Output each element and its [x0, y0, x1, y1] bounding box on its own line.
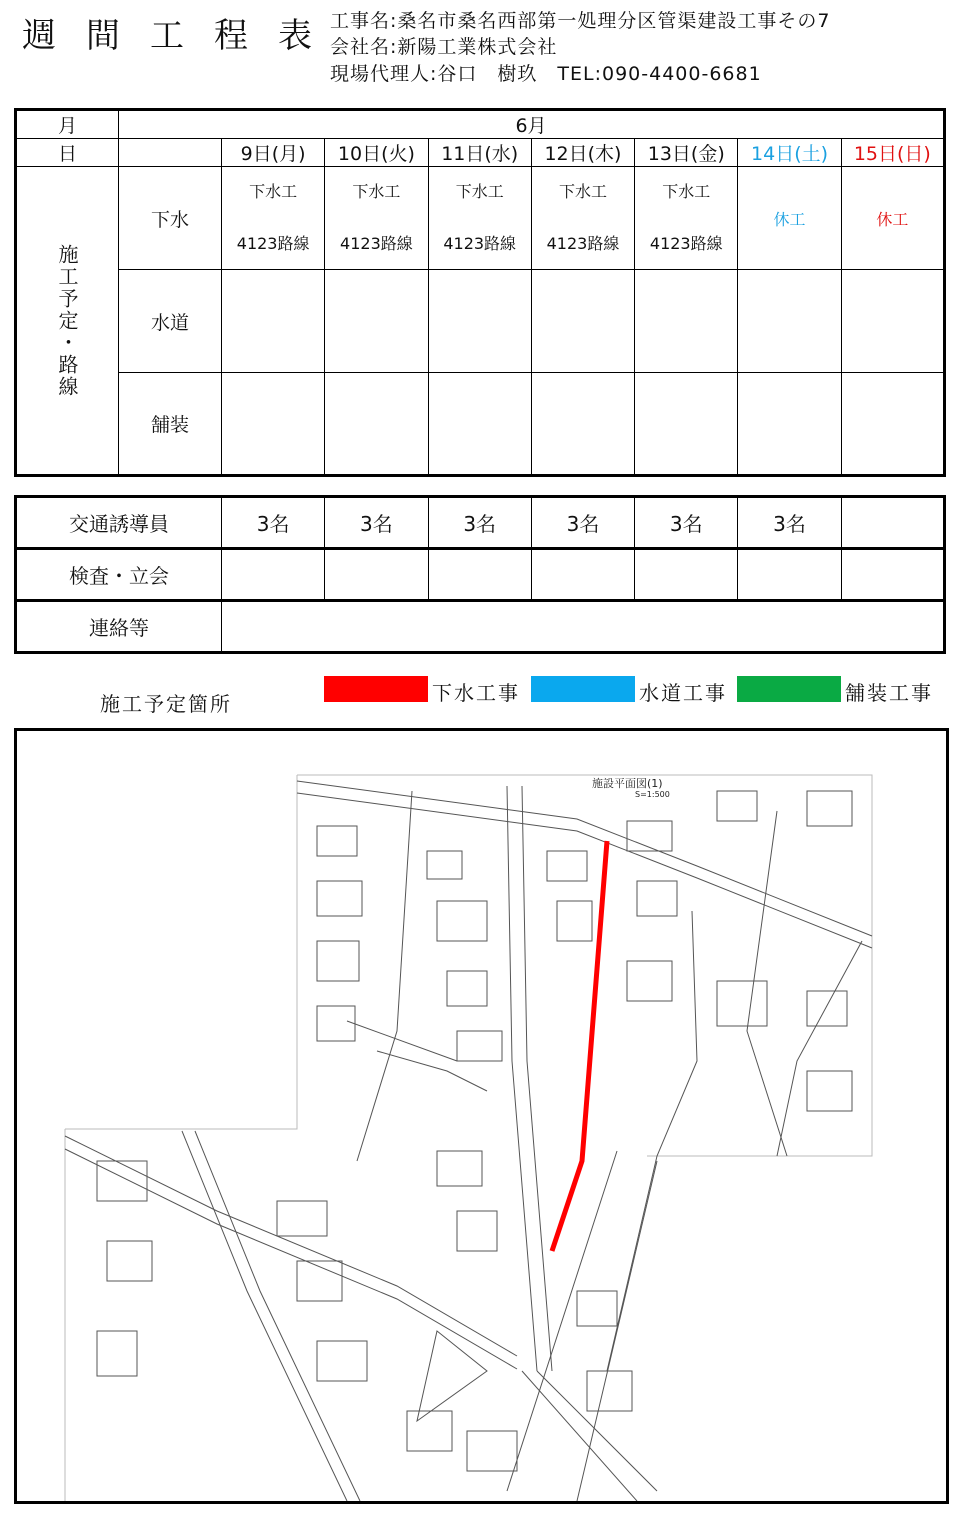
day-header: 13日(金)	[635, 139, 738, 167]
water-cell	[428, 270, 531, 373]
day-header-sunday: 15日(日)	[841, 139, 944, 167]
map-scale: S=1:500	[635, 790, 670, 799]
inspection-cell	[841, 549, 944, 601]
month-label: 月	[16, 110, 119, 139]
legend-title: 施工予定箇所	[100, 692, 232, 716]
sewer-cell-text: 下水工 4123路線	[649, 182, 723, 253]
paving-cell	[325, 373, 428, 476]
day-header-saturday: 14日(土)	[738, 139, 841, 167]
guard-cell: 3名	[738, 497, 841, 549]
paving-legend-swatch	[737, 676, 841, 702]
sewer-cell	[531, 167, 634, 270]
section-label: 施工予定・路線	[55, 243, 79, 398]
day-header: 12日(木)	[531, 139, 634, 167]
water-cell	[325, 270, 428, 373]
map-drawing	[17, 731, 946, 1501]
row-label-water: 水道	[119, 270, 222, 373]
water-cell	[841, 270, 944, 373]
schedule-table	[14, 108, 946, 477]
sewer-cell-text: 下水工 4123路線	[236, 182, 310, 253]
day-header: 11日(水)	[428, 139, 531, 167]
guard-cell: 3名	[531, 497, 634, 549]
site-agent: 現場代理人:谷口 樹玖 TEL:090-4400-6681	[330, 63, 762, 85]
month-value: 6月	[119, 110, 945, 139]
day-label: 日	[16, 139, 119, 167]
paving-cell	[635, 373, 738, 476]
project-name: 工事名:桑名市桑名西部第一処理分区管渠建設工事その7	[330, 10, 831, 32]
sewer-legend-swatch	[324, 676, 428, 702]
map-caption: 施設平面図(1)	[592, 777, 663, 790]
inspection-cell	[531, 549, 634, 601]
inspection-cell	[325, 549, 428, 601]
sewer-cell	[325, 167, 428, 270]
row-label-sewer: 下水	[119, 167, 222, 270]
paving-cell	[428, 373, 531, 476]
water-cell	[222, 270, 325, 373]
row-label-inspection: 検査・立会	[16, 549, 222, 601]
paving-cell	[841, 373, 944, 476]
day-header: 9日(月)	[222, 139, 325, 167]
section-label-cell	[16, 167, 119, 476]
company-name: 会社名:新陽工業株式会社	[330, 36, 558, 58]
paving-legend-label: 舗装工事	[845, 681, 933, 705]
inspection-cell	[738, 549, 841, 601]
sewer-cell	[222, 167, 325, 270]
sewer-cell	[428, 167, 531, 270]
blank-header-cell	[119, 139, 222, 167]
water-cell	[635, 270, 738, 373]
guard-cell: 3名	[635, 497, 738, 549]
guard-cell: 3名	[325, 497, 428, 549]
inspection-cell	[635, 549, 738, 601]
row-label-contacts: 連絡等	[16, 601, 222, 653]
row-label-traffic-guards: 交通誘導員	[16, 497, 222, 549]
sewer-cell-text: 下水工 4123路線	[546, 182, 620, 253]
inspection-cell	[222, 549, 325, 601]
guard-cell: 3名	[222, 497, 325, 549]
water-cell	[531, 270, 634, 373]
contacts-cell	[222, 601, 945, 653]
staff-table	[14, 495, 946, 654]
water-cell	[738, 270, 841, 373]
water-legend-label: 水道工事	[639, 681, 727, 705]
paving-cell	[738, 373, 841, 476]
sewer-cell	[635, 167, 738, 270]
guard-cell	[841, 497, 944, 549]
water-legend-swatch	[531, 676, 635, 702]
sewer-cell-sunday: 休工	[841, 167, 944, 270]
sewer-route-line	[552, 841, 607, 1251]
row-label-paving: 舗装	[119, 373, 222, 476]
sewer-legend-label: 下水工事	[432, 681, 520, 705]
sewer-cell-text: 下水工 4123路線	[340, 182, 413, 253]
page-title: 週間工程表	[22, 16, 342, 56]
sewer-cell-text: 下水工 4123路線	[443, 182, 517, 253]
paving-cell	[531, 373, 634, 476]
day-header: 10日(火)	[325, 139, 428, 167]
inspection-cell	[428, 549, 531, 601]
site-map	[14, 728, 949, 1504]
guard-cell: 3名	[428, 497, 531, 549]
sewer-cell-saturday: 休工	[738, 167, 841, 270]
paving-cell	[222, 373, 325, 476]
